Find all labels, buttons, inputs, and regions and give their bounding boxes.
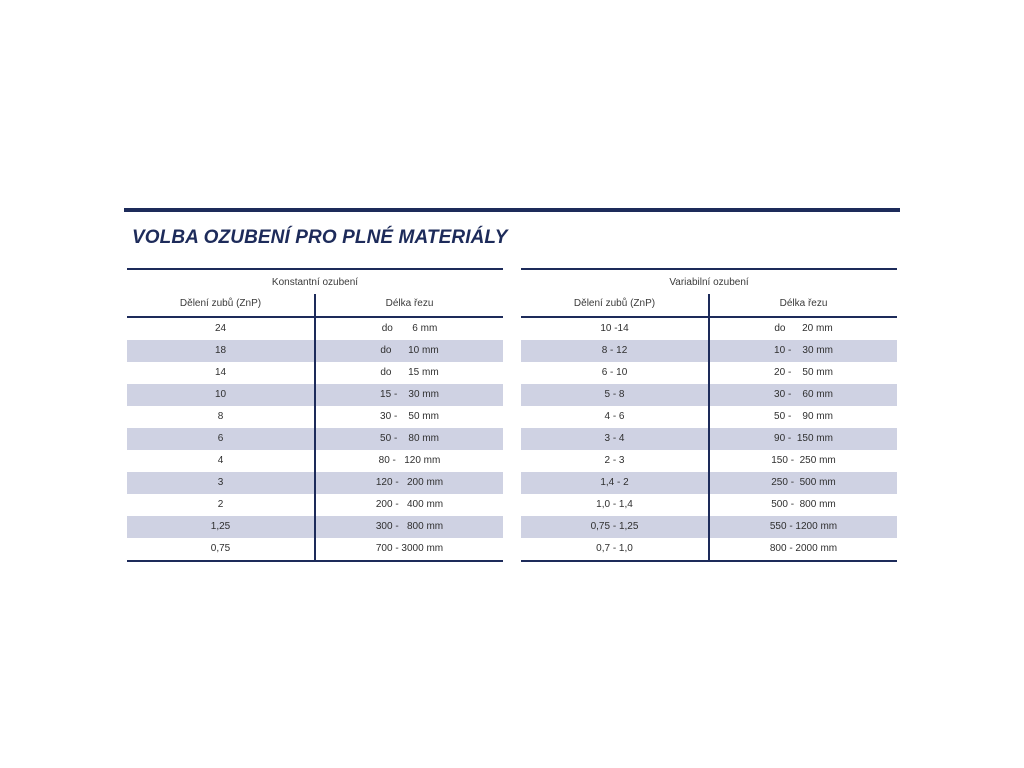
table-column-headers [521,294,897,318]
column-header-pitch: Dělení zubů (ZnP) [573,298,656,309]
table-row [521,538,897,562]
cell-cut-length: 700 - 3000 mm [314,538,503,560]
table-row [127,450,503,472]
cell-cut-length: do 15 mm [314,362,503,384]
cell-cut-length: do 6 mm [314,318,503,340]
column-header-pitch: Dělení zubů (ZnP) [179,298,262,309]
page-title: VOLBA OZUBENÍ PRO PLNÉ MATERIÁLY [132,227,508,248]
table-group-header: Variabilní ozubení [521,268,897,294]
table-row [521,384,897,406]
cell-cut-length: do 20 mm [708,318,897,340]
table-row [127,472,503,494]
cell-teeth-pitch: 0,75 [210,543,231,554]
cell-teeth-pitch: 10 -14 [600,323,629,334]
cell-cut-length: 90 - 150 mm [708,428,897,450]
cell-teeth-pitch: 8 [217,411,224,422]
cell-cut-length: do 10 mm [314,340,503,362]
cell-teeth-pitch: 0,7 - 1,0 [596,543,633,554]
cell-cut-length: 250 - 500 mm [708,472,897,494]
cell-cut-length: 150 - 250 mm [708,450,897,472]
cell-teeth-pitch: 1,0 - 1,4 [596,499,633,510]
cell-cut-length: 15 - 30 mm [314,384,503,406]
column-header-cut-length: Délka řezu [708,294,897,316]
table-row [127,406,503,428]
table-row [521,340,897,362]
table-row [521,494,897,516]
cell-teeth-pitch: 24 [214,323,227,334]
cell-teeth-pitch: 3 [217,477,224,488]
cell-teeth-pitch: 4 - 6 [604,411,625,422]
cell-teeth-pitch: 3 - 4 [604,433,625,444]
table-row [127,538,503,562]
table-row [127,362,503,384]
cell-teeth-pitch: 2 - 3 [604,455,625,466]
cell-teeth-pitch: 8 - 12 [601,345,628,356]
cell-cut-length: 50 - 90 mm [708,406,897,428]
cell-teeth-pitch: 0,75 - 1,25 [590,521,639,532]
table-row [521,362,897,384]
cell-teeth-pitch: 6 [217,433,224,444]
cell-teeth-pitch: 18 [214,345,227,356]
table-group-header: Konstantní ozubení [127,268,503,294]
table-row [521,450,897,472]
cell-cut-length: 20 - 50 mm [708,362,897,384]
table-column-headers [127,294,503,318]
variable-teeth-table [521,268,897,562]
table-row [521,516,897,538]
table-body [521,318,897,562]
cell-teeth-pitch: 1,4 - 2 [600,477,629,488]
table-row [127,340,503,362]
table-row [521,472,897,494]
cell-cut-length: 200 - 400 mm [314,494,503,516]
cell-cut-length: 800 - 2000 mm [708,538,897,560]
cell-cut-length: 300 - 800 mm [314,516,503,538]
cell-teeth-pitch: 5 - 8 [604,389,625,400]
constant-teeth-table [127,268,503,562]
cell-cut-length: 10 - 30 mm [708,340,897,362]
table-row [127,318,503,340]
cell-teeth-pitch: 10 [214,389,227,400]
table-row [127,516,503,538]
cell-teeth-pitch: 6 - 10 [601,367,628,378]
cell-teeth-pitch: 2 [217,499,224,510]
cell-cut-length: 80 - 120 mm [314,450,503,472]
cell-teeth-pitch: 14 [214,367,227,378]
cell-teeth-pitch: 1,25 [210,521,231,532]
cell-teeth-pitch: 4 [217,455,224,466]
table-row [127,494,503,516]
cell-cut-length: 30 - 50 mm [314,406,503,428]
column-header-cut-length: Délka řezu [314,294,503,316]
table-row [521,406,897,428]
cell-cut-length: 30 - 60 mm [708,384,897,406]
cell-cut-length: 50 - 80 mm [314,428,503,450]
cell-cut-length: 500 - 800 mm [708,494,897,516]
cell-cut-length: 550 - 1200 mm [708,516,897,538]
top-divider-rule [124,208,900,212]
table-body [127,318,503,562]
cell-cut-length: 120 - 200 mm [314,472,503,494]
table-row [521,318,897,340]
table-row [127,428,503,450]
table-row [521,428,897,450]
table-row [127,384,503,406]
